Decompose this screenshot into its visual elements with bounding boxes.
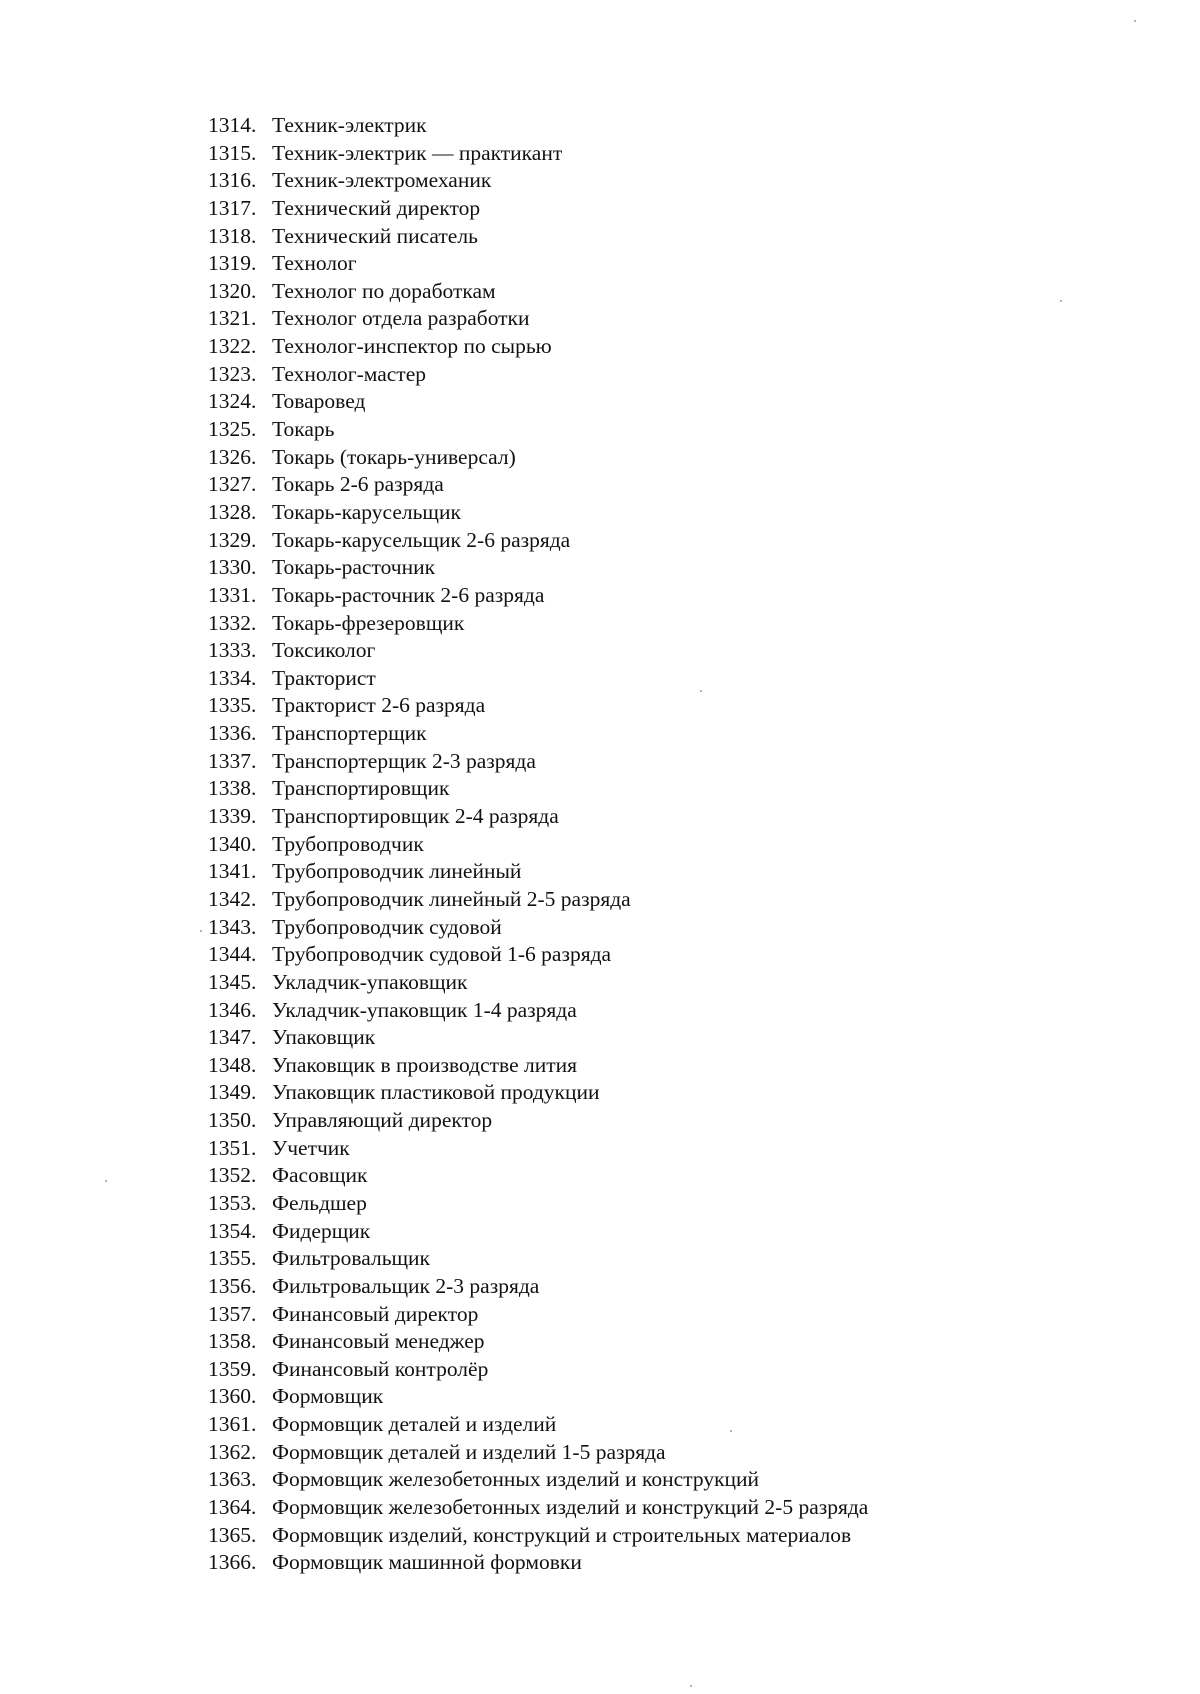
list-item: [208, 1135, 868, 1163]
list-item: [208, 527, 868, 555]
item-title: Финансовый менеджер: [272, 1329, 485, 1354]
item-title: Упаковщик в производстве лития: [272, 1052, 578, 1077]
list-item: [208, 1218, 868, 1246]
item-title: Фильтровальщик 2-3 разряда: [272, 1273, 540, 1298]
item-title: Формовщик деталей и изделий: [272, 1412, 557, 1437]
item-number: 1321.: [208, 306, 257, 331]
item-number: 1345.: [208, 969, 257, 994]
item-number: 1364.: [208, 1495, 257, 1520]
item-title: Транспортировщик 2-4 разряда: [272, 804, 559, 829]
list-item: [208, 167, 868, 195]
item-number: 1337.: [208, 748, 257, 773]
item-title: Укладчик-упаковщик: [272, 969, 468, 994]
list-item: [208, 637, 868, 665]
item-number: 1352.: [208, 1163, 257, 1188]
item-number: 1329.: [208, 527, 257, 552]
item-number: 1332.: [208, 610, 257, 635]
list-item: [208, 941, 868, 969]
item-title: Управляющий директор: [272, 1108, 493, 1133]
list-item: [208, 858, 868, 886]
item-title: Финансовый директор: [272, 1301, 479, 1326]
item-title: Фельдшер: [272, 1190, 367, 1215]
list-item: [208, 1273, 868, 1301]
item-title: Транспортировщик: [272, 776, 450, 801]
list-item: [208, 1245, 868, 1273]
list-item: [208, 1411, 868, 1439]
list-item: [208, 1439, 868, 1467]
list-item: [208, 748, 868, 776]
list-item: [208, 1328, 868, 1356]
item-title: Формовщик железобетонных изделий и конструкций 2-5 разряда: [272, 1495, 869, 1520]
list-item: [208, 665, 868, 693]
item-title: Формовщик деталей и изделий 1-5 разряда: [272, 1439, 666, 1464]
item-title: Трубопроводчик: [272, 831, 424, 856]
list-item: [208, 1052, 868, 1080]
item-title: Транспортерщик 2-3 разряда: [272, 748, 536, 773]
item-number: 1315.: [208, 140, 257, 165]
item-title: Фильтровальщик: [272, 1246, 431, 1271]
item-title: Токарь-карусельщик: [272, 499, 461, 524]
list-item: [208, 1356, 868, 1384]
item-title: Трубопроводчик судовой 1-6 разряда: [272, 942, 612, 967]
list-item: [208, 1301, 868, 1329]
item-number: 1340.: [208, 831, 257, 856]
item-number: 1360.: [208, 1384, 257, 1409]
list-item: [208, 1107, 868, 1135]
item-number: 1355.: [208, 1246, 257, 1271]
item-number: 1318.: [208, 223, 257, 248]
list-item: [208, 388, 868, 416]
scan-speck: [1134, 20, 1136, 22]
item-title: Технический писатель: [272, 223, 478, 248]
item-number: 1320.: [208, 278, 257, 303]
item-number: 1356.: [208, 1273, 257, 1298]
item-number: 1344.: [208, 942, 257, 967]
list-item: [208, 803, 868, 831]
job-title-list: [208, 112, 868, 1577]
list-item: [208, 471, 868, 499]
item-title: Упаковщик: [272, 1025, 376, 1050]
scan-speck: [690, 1685, 692, 1687]
item-number: 1316.: [208, 168, 257, 193]
item-number: 1317.: [208, 195, 257, 220]
item-number: 1353.: [208, 1190, 257, 1215]
list-item: [208, 997, 868, 1025]
list-item: [208, 333, 868, 361]
list-item: [208, 223, 868, 251]
list-item: [208, 1494, 868, 1522]
item-number: 1347.: [208, 1025, 257, 1050]
list-item: [208, 416, 868, 444]
item-title: Токсиколог: [272, 638, 376, 663]
scan-speck: [200, 930, 202, 932]
item-title: Техник-электрик — практикант: [272, 140, 563, 165]
item-title: Формовщик: [272, 1384, 384, 1409]
item-title: Учетчик: [272, 1135, 350, 1160]
item-number: 1362.: [208, 1439, 257, 1464]
item-number: 1346.: [208, 997, 257, 1022]
item-title: Формовщик железобетонных изделий и конструкций: [272, 1467, 760, 1492]
item-title: Финансовый контролёр: [272, 1356, 489, 1381]
item-number: 1341.: [208, 859, 257, 884]
list-item: [208, 1162, 868, 1190]
item-number: 1361.: [208, 1412, 257, 1437]
item-number: 1314.: [208, 113, 257, 137]
list-item: [208, 692, 868, 720]
scan-speck: [105, 1180, 107, 1182]
item-title: Технолог по доработкам: [272, 278, 496, 303]
item-title: Формовщик изделий, конструкций и строительных материалов: [272, 1522, 852, 1547]
item-title: Фидерщик: [272, 1218, 371, 1243]
item-number: 1351.: [208, 1135, 257, 1160]
list-item: [208, 305, 868, 333]
item-number: 1349.: [208, 1080, 257, 1105]
item-title: Трубопроводчик линейный: [272, 859, 522, 884]
list-item: [208, 914, 868, 942]
list-item: [208, 1024, 868, 1052]
list-item: [208, 140, 868, 168]
item-title: Трубопроводчик линейный 2-5 разряда: [272, 886, 631, 911]
item-title: Фасовщик: [272, 1163, 368, 1188]
list-item: [208, 278, 868, 306]
item-number: 1342.: [208, 886, 257, 911]
scan-speck: [700, 690, 702, 692]
item-number: 1359.: [208, 1356, 257, 1381]
item-number: 1350.: [208, 1108, 257, 1133]
item-title: Упаковщик пластиковой продукции: [272, 1080, 600, 1105]
item-title: Тракторист: [272, 665, 376, 690]
item-number: 1333.: [208, 638, 257, 663]
item-number: 1339.: [208, 804, 257, 829]
item-number: 1331.: [208, 582, 257, 607]
list-item: [208, 112, 868, 140]
item-number: 1358.: [208, 1329, 257, 1354]
scan-speck: [1060, 300, 1062, 302]
item-title: Формовщик машинной формовки: [272, 1550, 582, 1575]
list-item: [208, 1079, 868, 1107]
item-title: Технический директор: [272, 195, 481, 220]
item-number: 1336.: [208, 721, 257, 746]
list-item: [208, 361, 868, 389]
item-title: Транспортерщик: [272, 721, 427, 746]
item-title: Токарь-карусельщик 2-6 разряда: [272, 527, 571, 552]
list-item: [208, 720, 868, 748]
list-item: [208, 1383, 868, 1411]
item-number: 1363.: [208, 1467, 257, 1492]
list-item: [208, 969, 868, 997]
item-number: 1334.: [208, 665, 257, 690]
list-item: [208, 499, 868, 527]
list-item: [208, 775, 868, 803]
item-number: 1348.: [208, 1052, 257, 1077]
list-item: [208, 582, 868, 610]
scan-speck: [730, 1430, 732, 1432]
item-title: Технолог-мастер: [272, 361, 426, 386]
list-item: [208, 1549, 868, 1577]
item-number: 1343.: [208, 914, 257, 939]
list-item: [208, 1522, 868, 1550]
item-title: Токарь: [272, 417, 335, 442]
item-number: 1322.: [208, 334, 257, 359]
list-item: [208, 250, 868, 278]
item-number: 1324.: [208, 389, 257, 414]
item-number: 1366.: [208, 1550, 257, 1575]
item-title: Техник-электромеханик: [272, 168, 492, 193]
item-number: 1327.: [208, 472, 257, 497]
item-title: Технолог отдела разработки: [272, 306, 530, 331]
item-number: 1365.: [208, 1522, 257, 1547]
item-title: Товаровед: [272, 389, 366, 414]
item-title: Токарь-расточник: [272, 555, 436, 580]
list-item: [208, 610, 868, 638]
item-number: 1323.: [208, 361, 257, 386]
list-item: [208, 1466, 868, 1494]
item-number: 1335.: [208, 693, 257, 718]
item-title: Тракторист 2-6 разряда: [272, 693, 486, 718]
item-title: Укладчик-упаковщик 1-4 разряда: [272, 997, 577, 1022]
item-number: 1325.: [208, 417, 257, 442]
list-item: [208, 554, 868, 582]
list-item: [208, 1190, 868, 1218]
item-number: 1354.: [208, 1218, 257, 1243]
item-title: Токарь-фрезеровщик: [272, 610, 465, 635]
list-item: [208, 886, 868, 914]
item-title: Токарь (токарь-универсал): [272, 444, 516, 469]
item-title: Технолог: [272, 251, 357, 276]
list-item: [208, 444, 868, 472]
item-number: 1328.: [208, 499, 257, 524]
item-title: Токарь-расточник 2-6 разряда: [272, 582, 545, 607]
item-number: 1357.: [208, 1301, 257, 1326]
list-item: [208, 831, 868, 859]
item-title: Токарь 2-6 разряда: [272, 472, 444, 497]
item-title: Технолог-инспектор по сырью: [272, 334, 552, 359]
item-title: Трубопроводчик судовой: [272, 914, 502, 939]
item-number: 1338.: [208, 776, 257, 801]
list-item: [208, 195, 868, 223]
item-number: 1326.: [208, 444, 257, 469]
item-number: 1319.: [208, 251, 257, 276]
item-title: Техник-электрик: [272, 113, 427, 137]
item-number: 1330.: [208, 555, 257, 580]
